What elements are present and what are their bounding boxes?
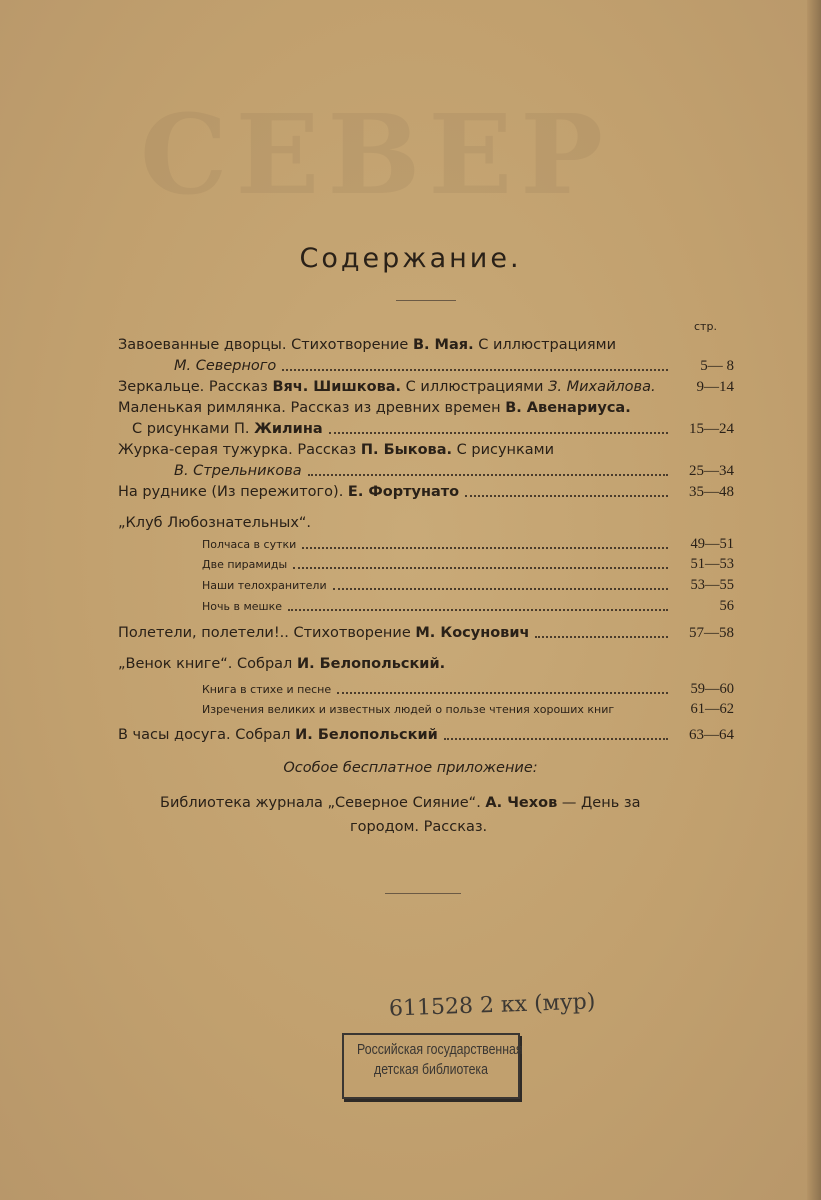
page-number: 5— 8 [700, 358, 734, 374]
entry-author: В. Мая. [412, 337, 474, 353]
entry-author: П. Быкова. [360, 442, 453, 458]
library-stamp [342, 1033, 523, 1099]
supplement-journal: Библиотека журнала „Северное Сияние“. [160, 795, 481, 811]
toc-entry [118, 622, 734, 644]
page-edge [807, 0, 821, 1200]
entry-illustrator: М. Северного [174, 358, 277, 374]
leader-dots [333, 579, 668, 590]
page-number: 59—60 [690, 681, 734, 697]
toc-entry [118, 724, 734, 746]
pages-column-header: стр. [694, 320, 717, 333]
entry-text: Завоеванные дворцы. Стихотворение [118, 337, 409, 353]
entry-text: В часы досуга. Собрал [118, 727, 291, 743]
page-number: 25—34 [689, 463, 734, 479]
entry-text: Книга в стихе и песне [202, 683, 332, 696]
page-number: 53—55 [690, 577, 734, 593]
entry-text: Ночь в мешке [202, 600, 283, 613]
leader-dots [465, 486, 668, 497]
stamp-line: детская библиотека [374, 1062, 488, 1078]
sub-entry [202, 534, 734, 554]
leader-dots [293, 558, 668, 569]
page-number: 49—51 [690, 536, 734, 552]
sub-entry [202, 596, 734, 616]
supplement-author: А. Чехов [485, 795, 558, 811]
entry-text: Две пирамиды [202, 558, 288, 571]
entry-illustrator: В. Стрельникова [174, 463, 302, 479]
section-heading [118, 653, 734, 675]
sub-entry [202, 554, 734, 574]
entry-text: Полчаса в сутки [202, 538, 297, 551]
sub-entry [202, 575, 734, 595]
supplement-text [160, 791, 720, 839]
club-heading: „Клуб Любознательных“. [118, 515, 312, 531]
entry-text: С иллюстрациями [478, 337, 617, 353]
entry-text: Маленькая римлянка. Рассказ из древних времен [118, 400, 501, 416]
page-number: 15—24 [689, 421, 734, 437]
page-number: 61—62 [690, 701, 734, 717]
page-number: 57—58 [689, 625, 734, 641]
toc-entry [118, 481, 734, 503]
page-number: 9—14 [696, 379, 734, 395]
leader-dots [337, 683, 668, 694]
entry-author: Вяч. Шишкова. [272, 379, 402, 395]
entry-text: Зеркальце. Рассказ [118, 379, 268, 395]
venok-heading: „Венок книге“. Собрал [118, 656, 293, 672]
toc-entry [118, 397, 734, 419]
leader-dots [535, 627, 668, 638]
supplement-heading: Особое бесплатное приложение: [283, 760, 538, 776]
toc-entry [118, 439, 734, 461]
entry-text: Наши телохранители [202, 579, 327, 592]
entry-author: В. Авенариуса. [505, 400, 631, 416]
handwritten-shelfmark: 611528 2 кх (мур) [388, 989, 596, 1022]
supplement-title: — День за [561, 795, 641, 811]
supplement-line: городом. Рассказ. [350, 819, 488, 835]
entry-author: М. Косунович [415, 625, 530, 641]
entry-text: Изречения великих и известных людей о пользе чтения хороших книг [202, 703, 615, 716]
leader-space [620, 704, 668, 713]
leader-dots [329, 423, 668, 434]
entry-author: И. Белопольский. [296, 656, 446, 672]
leader-dots [288, 600, 668, 611]
entry-text: Полетели, полетели!.. Стихотворение [118, 625, 411, 641]
toc-entry [174, 355, 734, 377]
leader-dots [302, 538, 668, 549]
entry-text: На руднике (Из пережитого). [118, 484, 344, 500]
entry-text: С рисунками П. [132, 421, 250, 437]
entry-author: И. Белопольский [295, 727, 438, 743]
page-number: 56 [719, 598, 734, 614]
sub-entry [202, 679, 734, 699]
entry-text: Журка-серая тужурка. Рассказ [118, 442, 357, 458]
page-number: 51—53 [690, 556, 734, 572]
bleed-through-ghost: СЕВЕР [140, 95, 611, 219]
toc-entry [118, 334, 734, 356]
stamp-line: Российская государственная [357, 1042, 523, 1058]
page-title: Содержание. [299, 243, 522, 274]
leader-dots [308, 465, 668, 476]
leader-dots [444, 729, 668, 740]
leader-dots [282, 360, 668, 371]
title-rule [396, 300, 456, 301]
entry-text: С рисунками [456, 442, 555, 458]
entry-text: С иллюстрациями [405, 379, 544, 395]
sub-entry [202, 699, 734, 719]
page-number: 35—48 [689, 484, 734, 500]
entry-author: Е. Фортунато [347, 484, 460, 500]
leader-space [662, 382, 668, 391]
toc-entry [118, 376, 734, 398]
section-heading [118, 512, 734, 534]
toc-entry [132, 418, 734, 440]
page-number: 63—64 [689, 727, 734, 743]
entry-author: Жилина [254, 421, 323, 437]
entry-illustrator: З. Михайлова. [548, 379, 656, 395]
bottom-rule [385, 893, 461, 894]
toc-entry [174, 460, 734, 482]
supplement-line [160, 791, 720, 815]
